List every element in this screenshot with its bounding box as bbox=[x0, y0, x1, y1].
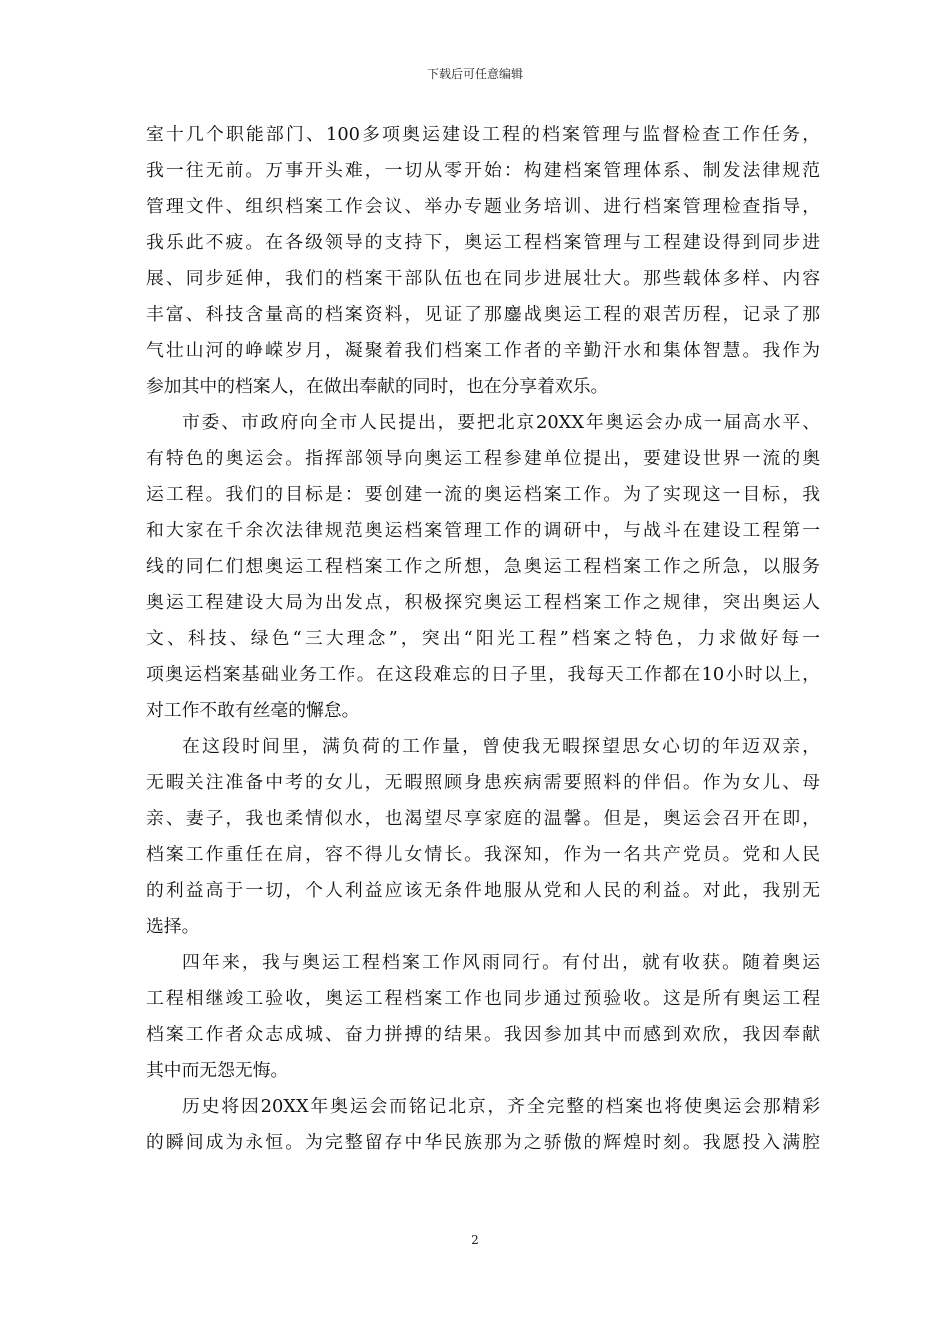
document-body bbox=[146, 117, 820, 1161]
text-line: 无暇关注准备中考的女儿，无暇照顾身患疾病需要照料的伴侣。作为女儿、母 bbox=[146, 772, 820, 793]
text-line: 的利益高于一切，个人利益应该无条件地服从党和人民的利益。对此，我别无 bbox=[146, 880, 820, 901]
page-number: 2 bbox=[471, 1233, 479, 1247]
text-line: 的瞬间成为永恒。为完整留存中华民族那为之骄傲的辉煌时刻。我愿投入满腔 bbox=[146, 1132, 820, 1153]
text-line: 档案工作者众志成城、奋力拼搏的结果。我因参加其中而感到欢欣，我因奉献 bbox=[146, 1024, 820, 1045]
text-line: 项奥运档案基础业务工作。在这段难忘的日子里，我每天工作都在10小时以上， bbox=[146, 664, 820, 685]
text-line: 文、科技、绿色“三大理念”，突出“阳光工程”档案之特色，力求做好每一 bbox=[146, 628, 820, 649]
paragraph bbox=[146, 405, 820, 729]
text-line: 气壮山河的峥嵘岁月，凝聚着我们档案工作者的辛勤汗水和集体智慧。我作为 bbox=[146, 340, 820, 361]
text-line: 对工作不敢有丝毫的懈怠。 bbox=[146, 700, 360, 721]
text-line: 选择。 bbox=[146, 916, 200, 937]
text-line: 在这段时间里，满负荷的工作量，曾使我无暇探望思女心切的年迈双亲， bbox=[182, 736, 820, 757]
text-line: 奥运工程建设大局为出发点，积极探究奥运工程档案工作之规律，突出奥运人 bbox=[146, 592, 820, 613]
text-line: 线的同仁们想奥运工程档案工作之所想，急奥运工程档案工作之所急，以服务 bbox=[146, 556, 820, 577]
text-line: 丰富、科技含量高的档案资料，见证了那鏖战奥运工程的艰苦历程，记录了那 bbox=[146, 304, 820, 325]
text-line: 四年来，我与奥运工程档案工作风雨同行。有付出，就有收获。随着奥运 bbox=[182, 952, 820, 973]
page-header: 下载后可任意编辑 bbox=[426, 67, 523, 81]
text-line: 和大家在千余次法律规范奥运档案管理工作的调研中，与战斗在建设工程第一 bbox=[146, 520, 820, 541]
text-line: 历史将因20XX年奥运会而铭记北京，齐全完整的档案也将使奥运会那精彩 bbox=[182, 1096, 820, 1117]
text-line: 管理文件、组织档案工作会议、举办专题业务培训、进行档案管理检查指导， bbox=[146, 196, 820, 217]
text-line: 展、同步延伸，我们的档案干部队伍也在同步进展壮大。那些载体多样、内容 bbox=[146, 268, 820, 289]
text-line: 档案工作重任在肩，容不得儿女情长。我深知，作为一名共产党员。党和人民 bbox=[146, 844, 820, 865]
text-line: 工程相继竣工验收，奥运工程档案工作也同步通过预验收。这是所有奥运工程 bbox=[146, 988, 820, 1009]
text-line: 我一往无前。万事开头难，一切从零开始：构建档案管理体系、制发法律规范 bbox=[146, 160, 820, 181]
text-line: 市委、市政府向全市人民提出，要把北京20XX年奥运会办成一届高水平、 bbox=[182, 412, 820, 433]
text-line: 运工程。我们的目标是：要创建一流的奥运档案工作。为了实现这一目标，我 bbox=[146, 484, 820, 505]
text-line: 室十几个职能部门、100多项奥运建设工程的档案管理与监督检查工作任务， bbox=[146, 124, 820, 145]
text-line: 有特色的奥运会。指挥部领导向奥运工程参建单位提出，要建设世界一流的奥 bbox=[146, 448, 820, 469]
paragraph bbox=[146, 1089, 820, 1161]
text-line: 参加其中的档案人，在做出奉献的同时，也在分享着欢乐。 bbox=[146, 376, 609, 397]
text-line: 亲、妻子，我也柔情似水，也渴望尽享家庭的温馨。但是，奥运会召开在即， bbox=[146, 808, 820, 829]
paragraph bbox=[146, 117, 820, 405]
text-line: 其中而无怨无悔。 bbox=[146, 1060, 289, 1081]
paragraph bbox=[146, 945, 820, 1089]
text-line: 我乐此不疲。在各级领导的支持下，奥运工程档案管理与工程建设得到同步进 bbox=[146, 232, 820, 253]
paragraph bbox=[146, 729, 820, 945]
